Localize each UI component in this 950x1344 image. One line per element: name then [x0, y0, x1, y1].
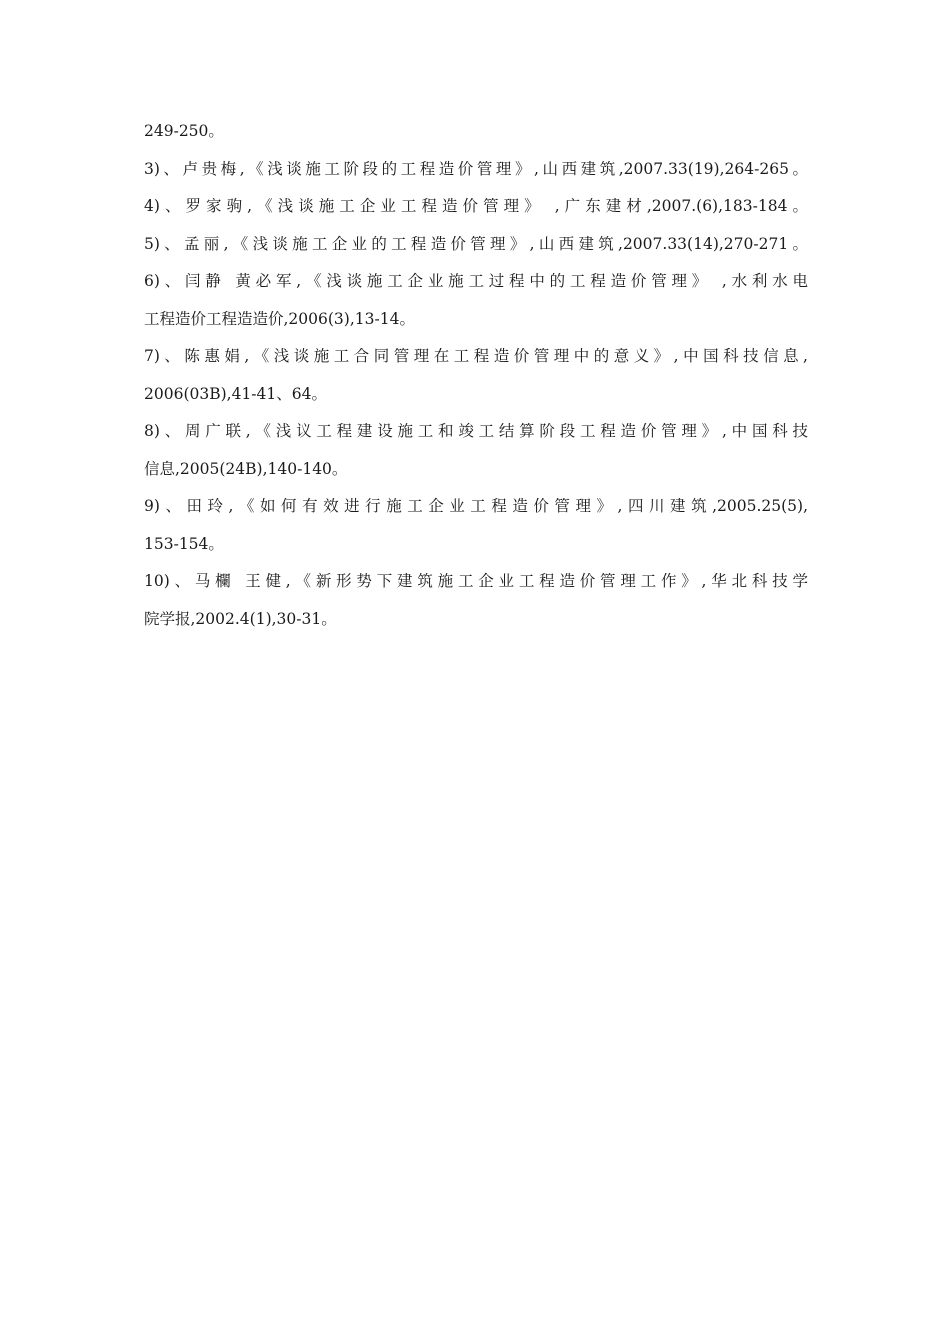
reference-line: 8)、周广联,《浅议工程建设施工和竣工结算阶段工程造价管理》,中国科技	[144, 422, 808, 440]
reference-line: 2006(03B),41-41、64。	[144, 384, 327, 403]
reference-line: 249-250。	[144, 122, 224, 140]
reference-line: 信息,2005(24B),140-140。	[144, 459, 348, 478]
reference-line: 7)、陈惠娟,《浅谈施工合同管理在工程造价管理中的意义》,中国科技信息,	[144, 347, 808, 365]
reference-line: 5)、孟丽,《浅谈施工企业的工程造价管理》,山西建筑,2007.33(14),270-271。	[144, 234, 808, 253]
reference-list	[144, 119, 808, 644]
reference-line: 10)、马欄 王健,《新形势下建筑施工企业工程造价管理工作》,华北科技学	[144, 572, 808, 590]
reference-line: 院学报,2002.4(1),30-31。	[144, 609, 337, 628]
reference-line: 4)、罗家驹,《浅谈施工企业工程造价管理》 ,广东建材,2007.(6),183-184。	[144, 197, 808, 215]
reference-line: 工程造价工程造造价,2006(3),13-14。	[144, 309, 415, 328]
reference-line: 6)、闫静 黄必军,《浅谈施工企业施工过程中的工程造价管理》 ,水利水电	[144, 272, 808, 290]
reference-line: 3)、卢贵梅,《浅谈施工阶段的工程造价管理》,山西建筑,2007.33(19),264-265。	[144, 159, 808, 178]
reference-line: 153-154。	[144, 534, 224, 553]
reference-line: 9)、田玲,《如何有效进行施工企业工程造价管理》,四川建筑,2005.25(5),	[144, 497, 808, 515]
